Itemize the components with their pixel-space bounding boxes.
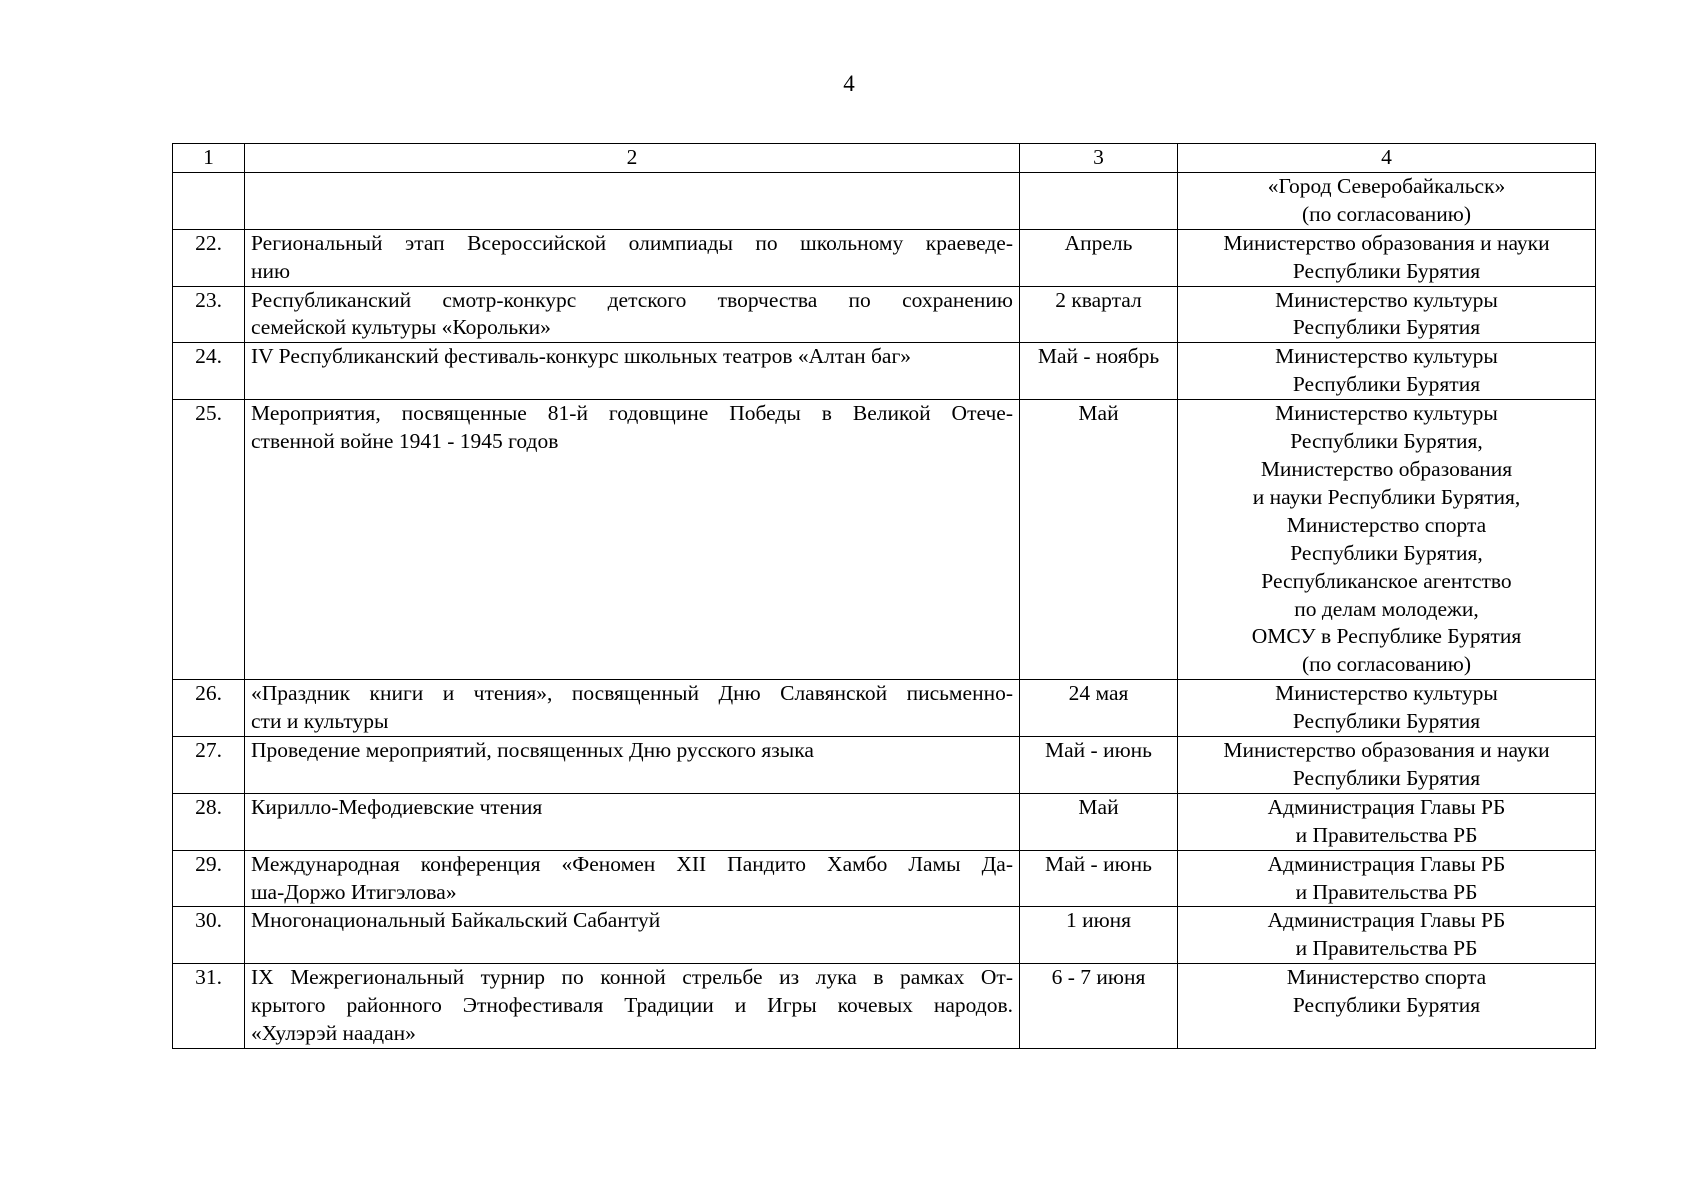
- responsible-org: [1178, 229, 1596, 286]
- responsible-org-line: и Правительства РБ: [1295, 879, 1478, 904]
- header-col-4: 4: [1178, 144, 1596, 173]
- event-name-line: Многонациональный Байкальский Сабантуй: [251, 908, 661, 933]
- responsible-org: [1178, 400, 1596, 680]
- event-name: [245, 737, 1020, 794]
- responsible-org-line: Министерство культуры: [1275, 287, 1498, 312]
- event-date: 24 мая: [1020, 680, 1178, 737]
- event-name-line: Мероприятия, посвященные 81-й годовщине Победы в Великой Отече-: [251, 401, 1013, 426]
- event-name-line: нию: [251, 258, 291, 283]
- event-name-line: ственной войне 1941 - 1945 годов: [251, 429, 559, 454]
- event-date: Май: [1020, 793, 1178, 850]
- responsible-org-line: Министерство образования и науки: [1223, 738, 1550, 763]
- row-number: 25.: [173, 400, 245, 680]
- responsible-org-line: и Правительства РБ: [1295, 936, 1478, 961]
- table-row: [173, 793, 1596, 850]
- row-number: 29.: [173, 850, 245, 907]
- responsible-org-line: и науки Республики Бурятия,: [1252, 484, 1521, 509]
- responsible-org-line: Министерство спорта: [1286, 512, 1487, 537]
- table-row: [173, 964, 1596, 1049]
- responsible-org-line: Республики Бурятия,: [1290, 540, 1483, 565]
- table-row: [173, 229, 1596, 286]
- event-name: [245, 964, 1020, 1049]
- event-name: [245, 343, 1020, 400]
- row-number: 23.: [173, 286, 245, 343]
- responsible-org: [1178, 793, 1596, 850]
- responsible-org-line: и Правительства РБ: [1295, 822, 1478, 847]
- responsible-org: [1178, 737, 1596, 794]
- header-col-2: 2: [245, 144, 1020, 173]
- responsible-org-line: Администрация Главы РБ: [1267, 908, 1506, 933]
- row-number: 24.: [173, 343, 245, 400]
- responsible-org-line: Министерство культуры: [1275, 401, 1498, 426]
- responsible-org-line: Министерство спорта: [1286, 965, 1487, 990]
- responsible-org-line: (по согласованию): [1301, 652, 1472, 677]
- table-row: [173, 850, 1596, 907]
- row-number: 22.: [173, 229, 245, 286]
- event-name-line: крытого районного Этнофестиваля Традиции и Игры кочевых народов.: [251, 993, 1013, 1018]
- responsible-org-line: Республики Бурятия: [1292, 765, 1481, 790]
- responsible-org: [1178, 850, 1596, 907]
- event-name-line: семейской культуры «Корольки»: [251, 315, 551, 340]
- row-number: 26.: [173, 680, 245, 737]
- event-name-line: Региональный этап Всероссийской олимпиады по школьному краеведе-: [251, 230, 1013, 255]
- event-name-line: «Хулэрэй наадан»: [251, 1021, 416, 1046]
- responsible-org: [1178, 172, 1596, 229]
- responsible-org-line: (по согласованию): [1301, 201, 1472, 226]
- event-name-line: Кирилло-Мефодиевские чтения: [251, 794, 543, 819]
- responsible-org-line: Республики Бурятия: [1292, 709, 1481, 734]
- table-row: [173, 286, 1596, 343]
- row-number: [173, 172, 245, 229]
- table-row: [173, 400, 1596, 680]
- responsible-org: [1178, 286, 1596, 343]
- row-number: 31.: [173, 964, 245, 1049]
- table-header-row: [173, 144, 1596, 173]
- page-number: 4: [843, 71, 855, 96]
- responsible-org-line: по делам молодежи,: [1294, 596, 1479, 621]
- responsible-org-line: Министерство образования: [1260, 456, 1513, 481]
- event-name-line: ша-Доржо Итигэлова»: [251, 879, 457, 904]
- responsible-org-line: Министерство культуры: [1275, 681, 1498, 706]
- table-row: [173, 907, 1596, 964]
- responsible-org: [1178, 907, 1596, 964]
- event-name-line: Республиканский смотр-конкурс детского творчества по сохранению: [251, 287, 1013, 312]
- responsible-org-line: Республики Бурятия: [1292, 993, 1481, 1018]
- row-number: 27.: [173, 737, 245, 794]
- event-date: 1 июня: [1020, 907, 1178, 964]
- event-name-line: IV Республиканский фестиваль-конкурс школьных театров «Алтан баг»: [251, 344, 912, 369]
- row-number: 28.: [173, 793, 245, 850]
- event-date: Май - ноябрь: [1020, 343, 1178, 400]
- responsible-org-line: Министерство образования и науки: [1223, 230, 1550, 255]
- event-name: [245, 680, 1020, 737]
- event-name: [245, 400, 1020, 680]
- events-table: [172, 143, 1596, 1049]
- event-name-line: Международная конференция «Феномен XII Пандито Хамбо Ламы Да-: [251, 851, 1013, 876]
- responsible-org: [1178, 964, 1596, 1049]
- event-name: [245, 286, 1020, 343]
- header-col-1: 1: [173, 144, 245, 173]
- event-date: 6 - 7 июня: [1020, 964, 1178, 1049]
- event-date: [1020, 172, 1178, 229]
- responsible-org-line: Республики Бурятия: [1292, 315, 1481, 340]
- event-name: [245, 793, 1020, 850]
- responsible-org-line: Республики Бурятия,: [1290, 429, 1483, 454]
- table-row: [173, 172, 1596, 229]
- event-date: Апрель: [1020, 229, 1178, 286]
- table-row: [173, 680, 1596, 737]
- table-row: [173, 343, 1596, 400]
- header-col-3: 3: [1020, 144, 1178, 173]
- responsible-org: [1178, 343, 1596, 400]
- event-name: [245, 229, 1020, 286]
- event-name-line: IX Межрегиональный турнир по конной стрельбе из лука в рамках От-: [251, 965, 1013, 990]
- responsible-org-line: Республиканское агентство: [1261, 568, 1512, 593]
- event-date: Май: [1020, 400, 1178, 680]
- event-name-line: «Праздник книги и чтения», посвященный Дню Славянской письменно-: [251, 681, 1013, 706]
- event-name: [245, 850, 1020, 907]
- responsible-org: [1178, 680, 1596, 737]
- table-row: [173, 737, 1596, 794]
- event-name: [245, 907, 1020, 964]
- event-date: 2 квартал: [1020, 286, 1178, 343]
- event-date: Май - июнь: [1020, 737, 1178, 794]
- responsible-org-line: Администрация Главы РБ: [1267, 851, 1506, 876]
- row-number: 30.: [173, 907, 245, 964]
- responsible-org-line: Республики Бурятия: [1292, 258, 1481, 283]
- responsible-org-line: Администрация Главы РБ: [1267, 794, 1506, 819]
- responsible-org-line: «Город Северобайкальск»: [1267, 173, 1506, 198]
- event-name-line: Проведение мероприятий, посвященных Дню русского языка: [251, 738, 814, 763]
- event-name: [245, 172, 1020, 229]
- event-date: Май - июнь: [1020, 850, 1178, 907]
- responsible-org-line: ОМСУ в Республике Бурятия: [1251, 624, 1522, 649]
- event-name-line: сти и культуры: [251, 709, 389, 734]
- responsible-org-line: Министерство культуры: [1275, 344, 1498, 369]
- responsible-org-line: Республики Бурятия: [1292, 372, 1481, 397]
